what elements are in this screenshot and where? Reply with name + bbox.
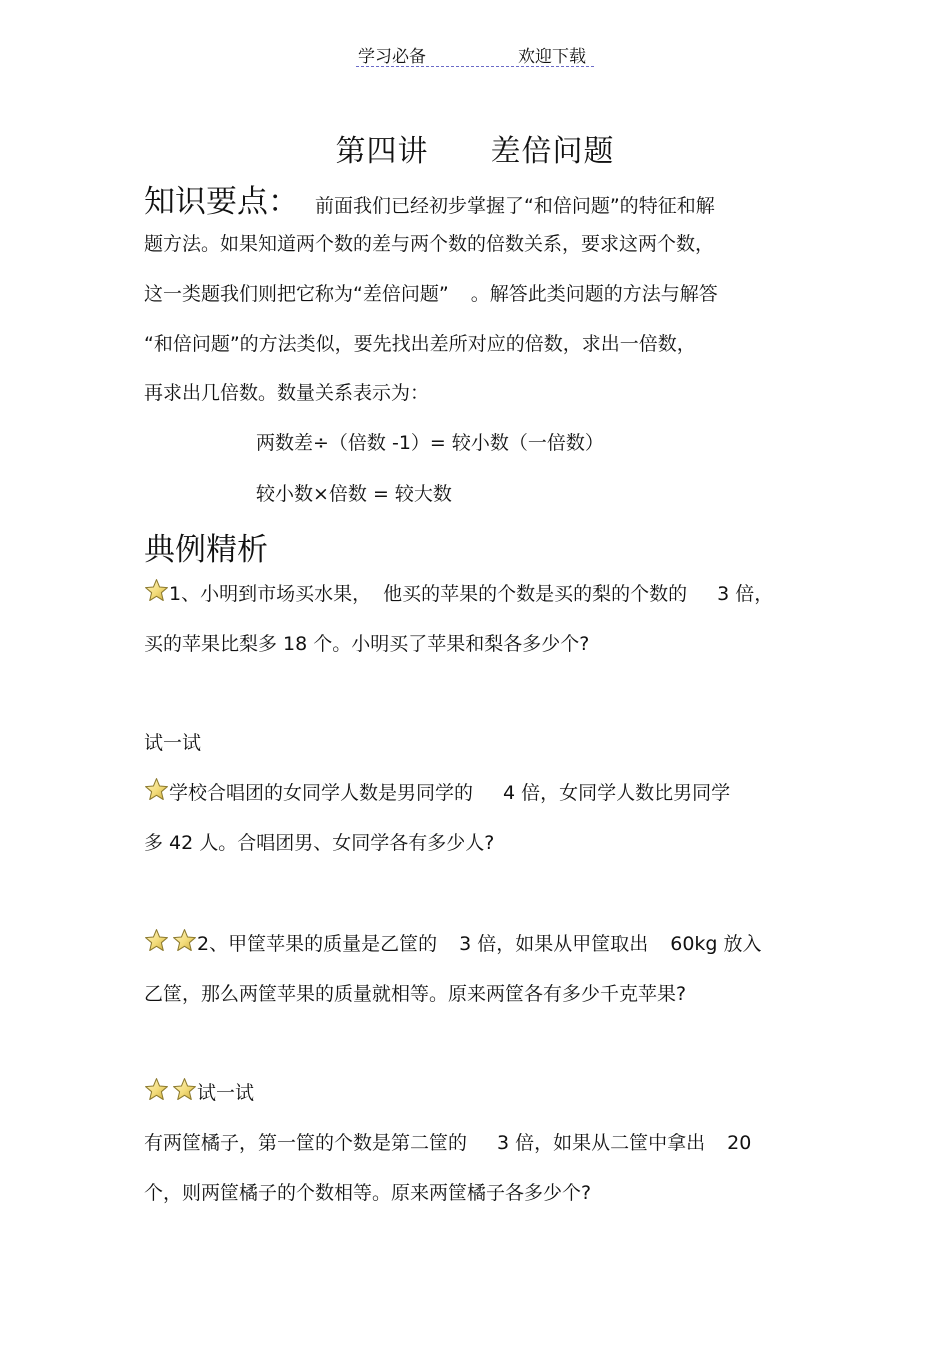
page-title	[0, 126, 950, 170]
try-1-part-a: 学校合唱团的女同学人数是男同学的	[169, 782, 474, 804]
try-2-part-b: 3 倍，如果从二筐中拿出	[497, 1132, 706, 1154]
examples-heading: 典例精析	[144, 532, 268, 568]
star-icon	[144, 928, 169, 953]
star-icon	[144, 578, 169, 603]
example-2-line-2: 乙筐，那么两筐苹果的质量就相等。原来两筐各有多少千克苹果?	[144, 983, 687, 1005]
example-2-line-1	[144, 928, 762, 956]
example-1-line-2: 买的苹果比梨多 18 个。小明买了苹果和梨各多少个?	[144, 633, 590, 655]
formula-1: 两数差÷（倍数 -1）= 较小数（一倍数）	[256, 432, 604, 454]
lecture-number: 第四讲	[335, 134, 429, 169]
knowledge-line-1: 前面我们已经初步掌握了“和倍问题”的特征和解	[315, 195, 715, 217]
knowledge-line-3a: 这一类题我们则把它称为“差倍问题”	[144, 283, 449, 305]
example-1-part-c: 3 倍，	[717, 583, 774, 605]
knowledge-line-2: 题方法。如果知道两个数的差与两个数的倍数关系，要求这两个数，	[144, 233, 715, 255]
knowledge-line-5: 再求出几倍数。数量关系表示为：	[144, 382, 430, 404]
try-1-label: 试一试	[144, 732, 202, 754]
header-left-text: 学习必备	[358, 47, 426, 67]
try-2-heading	[144, 1077, 254, 1105]
try-1-line-1	[144, 777, 730, 805]
knowledge-first-line	[144, 176, 715, 221]
try-1-part-b: 4 倍，女同学人数比男同学	[503, 782, 731, 804]
star-icon	[172, 1077, 197, 1102]
formula-2: 较小数×倍数 = 较大数	[256, 483, 452, 505]
star-icon	[172, 928, 197, 953]
page-header	[356, 40, 594, 67]
try-2-label: 试一试	[197, 1082, 255, 1104]
lecture-topic: 差倍问题	[490, 134, 615, 169]
star-icon	[144, 777, 169, 802]
try-2-part-c: 20	[727, 1132, 752, 1154]
knowledge-line-4: “和倍问题”的方法类似，要先找出差所对应的倍数，求出一倍数，	[144, 333, 696, 355]
example-1-part-a: 1、小明到市场买水果，	[169, 583, 372, 605]
try-1-line-2: 多 42 人。合唱团男、女同学各有多少人?	[144, 832, 495, 854]
example-2-part-c: 60kg 放入	[670, 933, 762, 955]
try-2-line-2: 个，则两筐橘子的个数相等。原来两筐橘子各多少个?	[144, 1182, 592, 1204]
example-2-part-b: 3 倍，如果从甲筐取出	[459, 933, 649, 955]
knowledge-line-3	[144, 279, 718, 306]
example-1-part-b: 他买的苹果的个数是买的梨的个数的	[383, 583, 688, 605]
knowledge-heading: 知识要点：	[144, 184, 299, 220]
try-2-part-a: 有两筐橘子，第一筐的个数是第二筐的	[144, 1132, 468, 1154]
try-2-line-1	[144, 1128, 751, 1155]
knowledge-line-3b: 。解答此类问题的方法与解答	[470, 283, 718, 305]
example-1-line-1	[144, 578, 773, 606]
star-icon	[144, 1077, 169, 1102]
example-2-part-a: 2、甲筐苹果的质量是乙筐的	[197, 933, 438, 955]
header-right-text: 欢迎下载	[518, 47, 586, 67]
